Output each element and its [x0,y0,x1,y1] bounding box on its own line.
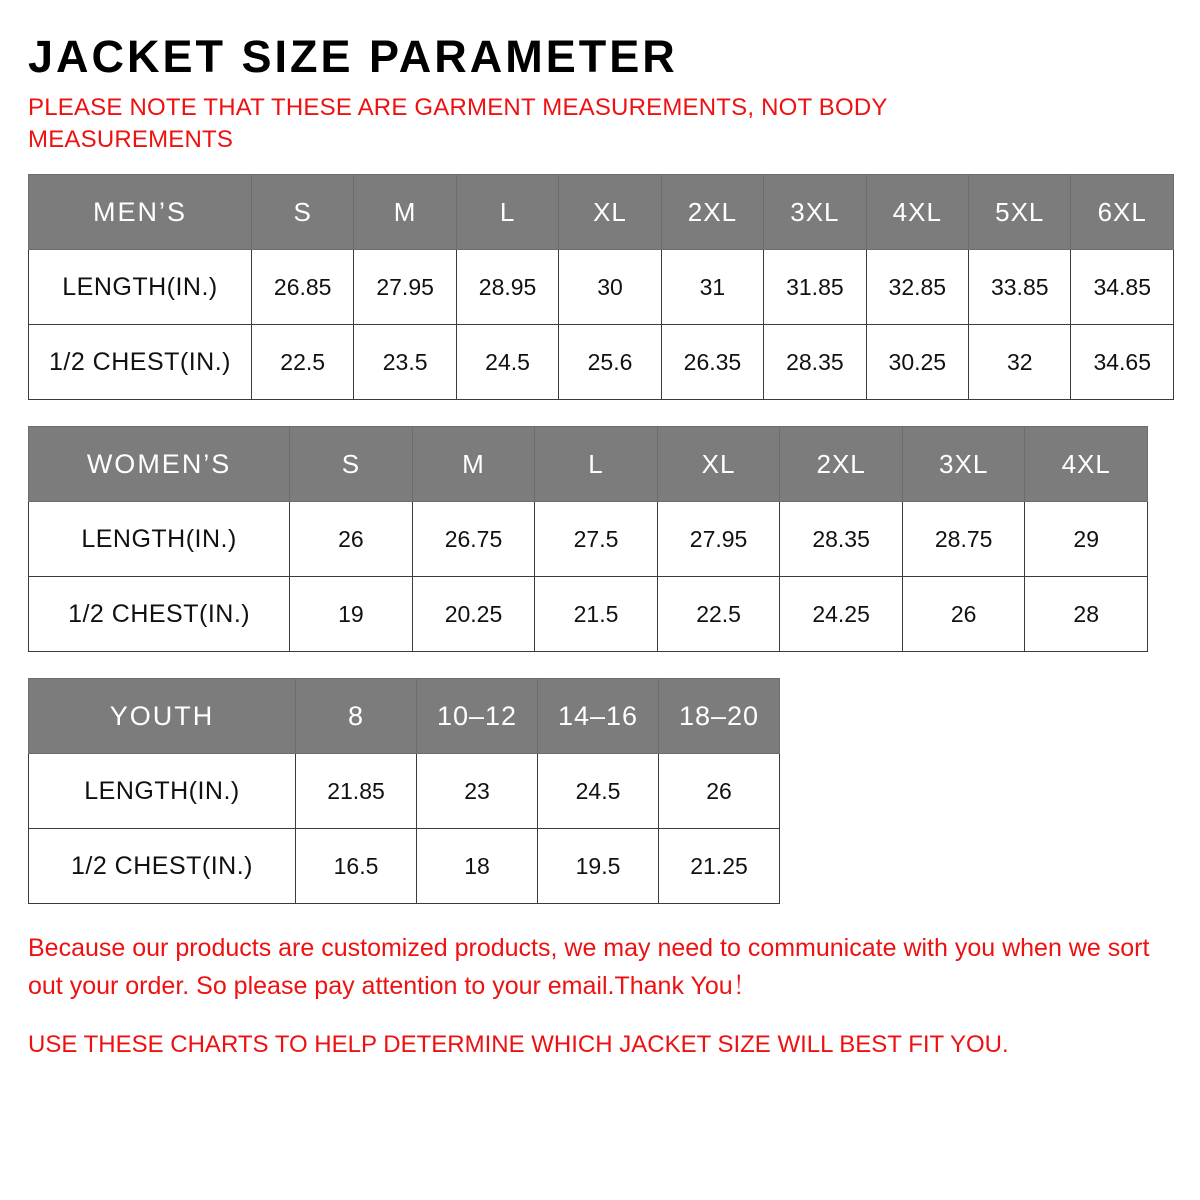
womens-header-label: WOMEN’S [29,427,290,502]
table-cell: 26.35 [661,325,763,400]
mens-size-6xl: 6XL [1071,175,1174,250]
table-cell: 28.35 [764,325,866,400]
table-cell: 18 [417,829,538,904]
customization-notice: Because our products are customized products, we may need to communicate with you when we sort out your order. So please pay attention to your email.Thank You！ [28,934,1150,1000]
youth-size-18-20: 18–20 [659,679,780,754]
table-cell: 31 [661,250,763,325]
table-cell: 26 [290,502,413,577]
table-cell: 26 [902,577,1025,652]
table-row [29,754,780,829]
table-cell: 27.95 [354,250,456,325]
mens-chest-label: 1/2 CHEST(IN.) [29,325,252,400]
table-cell: 23.5 [354,325,456,400]
womens-length-label: LENGTH(IN.) [29,502,290,577]
mens-size-3xl: 3XL [764,175,866,250]
youth-size-table [28,678,780,904]
table-cell: 25.6 [559,325,661,400]
table-cell: 29 [1025,502,1148,577]
mens-size-xl: XL [559,175,661,250]
mens-size-2xl: 2XL [661,175,763,250]
table-cell: 24.5 [456,325,558,400]
womens-size-3xl: 3XL [902,427,1025,502]
mens-header-label: MEN’S [29,175,252,250]
womens-size-l: L [535,427,658,502]
table-cell: 28.35 [780,502,903,577]
table-cell: 16.5 [296,829,417,904]
table-row [29,829,780,904]
womens-size-table [28,426,1148,652]
table-cell: 27.95 [657,502,780,577]
chart-usage-notice: USE THESE CHARTS TO HELP DETERMINE WHICH JACKET SIZE WILL BEST FIT YOU. [28,1031,1009,1059]
measurement-note: PLEASE NOTE THAT THESE ARE GARMENT MEASUREMENTS, NOT BODY MEASUREMENTS [28,93,888,153]
womens-size-xl: XL [657,427,780,502]
table-cell: 26.85 [251,250,353,325]
mens-size-m: M [354,175,456,250]
womens-size-m: M [412,427,535,502]
table-cell: 20.25 [412,577,535,652]
table-cell: 23 [417,754,538,829]
table-cell: 33.85 [969,250,1071,325]
table-cell: 24.25 [780,577,903,652]
mens-size-l: L [456,175,558,250]
table-cell: 28.95 [456,250,558,325]
table-row [29,325,1174,400]
mens-size-5xl: 5XL [969,175,1071,250]
table-row [29,577,1148,652]
table-cell: 22.5 [657,577,780,652]
table-cell: 26 [659,754,780,829]
table-cell: 28.75 [902,502,1025,577]
mens-size-table [28,174,1174,400]
page-title: JACKET SIZE PARAMETER [28,31,678,82]
table-row [29,502,1148,577]
table-header-row [29,175,1174,250]
table-cell: 30.25 [866,325,968,400]
table-cell: 21.5 [535,577,658,652]
womens-chest-label: 1/2 CHEST(IN.) [29,577,290,652]
table-cell: 22.5 [251,325,353,400]
youth-length-label: LENGTH(IN.) [29,754,296,829]
womens-size-s: S [290,427,413,502]
table-cell: 24.5 [538,754,659,829]
table-cell: 30 [559,250,661,325]
table-cell: 28 [1025,577,1148,652]
table-cell: 34.85 [1071,250,1174,325]
table-cell: 32 [969,325,1071,400]
womens-size-4xl: 4XL [1025,427,1148,502]
womens-size-2xl: 2XL [780,427,903,502]
mens-size-4xl: 4XL [866,175,968,250]
table-cell: 21.85 [296,754,417,829]
mens-length-label: LENGTH(IN.) [29,250,252,325]
youth-size-10-12: 10–12 [417,679,538,754]
table-cell: 19 [290,577,413,652]
table-cell: 31.85 [764,250,866,325]
table-row [29,250,1174,325]
youth-size-8: 8 [296,679,417,754]
table-cell: 32.85 [866,250,968,325]
mens-size-s: S [251,175,353,250]
youth-chest-label: 1/2 CHEST(IN.) [29,829,296,904]
youth-size-14-16: 14–16 [538,679,659,754]
table-cell: 19.5 [538,829,659,904]
table-header-row [29,427,1148,502]
table-cell: 34.65 [1071,325,1174,400]
table-cell: 26.75 [412,502,535,577]
table-cell: 27.5 [535,502,658,577]
youth-header-label: YOUTH [29,679,296,754]
table-cell: 21.25 [659,829,780,904]
table-header-row [29,679,780,754]
